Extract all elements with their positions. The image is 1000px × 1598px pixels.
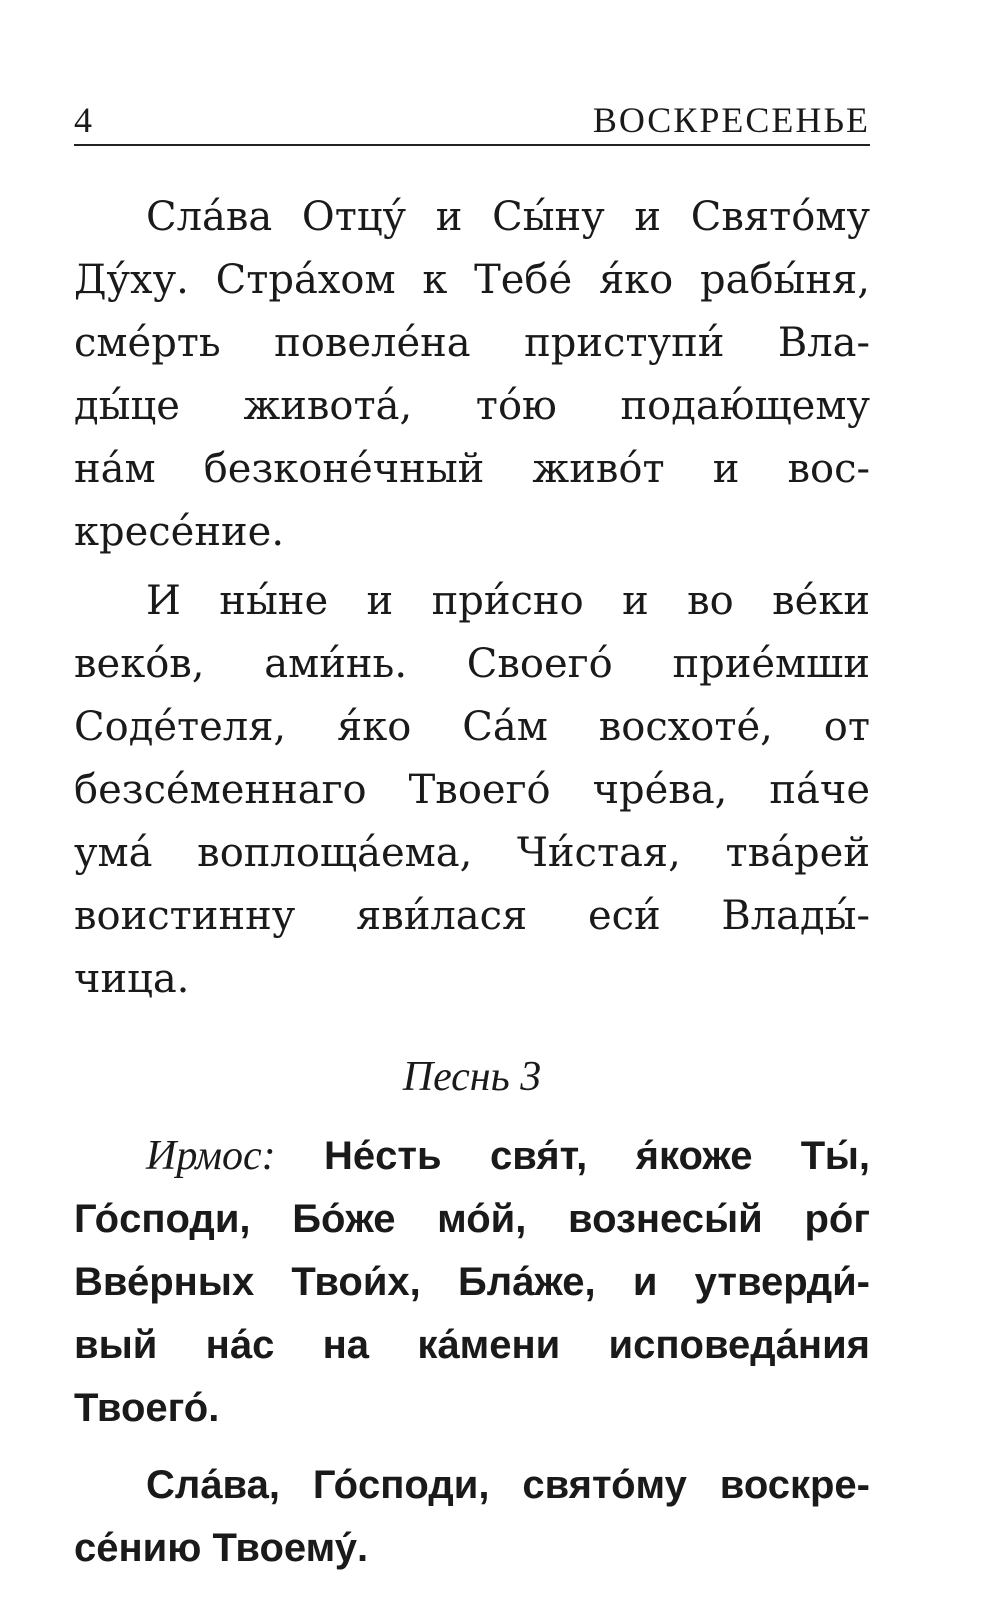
text-line: безсе́меннаго Твоего́ чре́ва, па́че (74, 767, 870, 813)
text-line: чица. (74, 956, 190, 1002)
text-line: сме́рть повеле́на приступи́ Вла- (74, 320, 870, 366)
text-line: Твоего́. (74, 1386, 220, 1430)
irmos-label: Ирмос: (146, 1133, 276, 1179)
running-head: ВОСКРЕСЕНЬЕ (592, 100, 870, 140)
text-line: ума́ воплоща́ема, Чи́стая, тва́рей (74, 830, 870, 876)
body-text (74, 186, 870, 1580)
irmos-first-line: Не́сть свя́т, я́коже Ты́, (324, 1134, 870, 1178)
text-line: И ны́не и при́сно и во ве́ки (146, 578, 870, 624)
text-line: се́нию Твоему́. (74, 1526, 369, 1570)
text-line: ды́це живота́, то́ю подаю́щему (74, 383, 870, 429)
paragraph-irmos (74, 1125, 870, 1440)
text-line: Ду́ху. Стра́хом к Тебе́ я́ко рабы́ня, (74, 257, 870, 303)
text-line: на́м безконе́чный живо́т и вос- (74, 446, 870, 492)
text-line: Сла́ва Отцу́ и Сы́ну и Свято́му (146, 194, 870, 240)
paragraph-nyne (74, 570, 870, 1011)
text-line: Сла́ва, Го́споди, свято́му воскре- (146, 1463, 870, 1507)
text-line: воистинну яви́лася еси́ Влады́- (74, 893, 870, 939)
text-line: вый на́с на ка́мени исповеда́ния (74, 1323, 870, 1367)
text-line: кресе́ние. (74, 509, 285, 555)
text-line: Соде́теля, я́ко Са́м восхоте́, от (74, 704, 870, 750)
text-line: Го́споди, Бо́же мо́й, вознесы́й ро́г (74, 1197, 870, 1241)
paragraph-gloria (74, 186, 870, 564)
section-heading: Песнь 3 (402, 1054, 542, 1100)
text-line: веко́в, ами́нь. Своего́ прие́мши (74, 641, 870, 687)
page-number: 4 (74, 100, 92, 140)
paragraph-refrain (74, 1454, 870, 1580)
book-page (74, 88, 870, 1580)
page-header (74, 88, 870, 146)
text-line: Вве́рных Твои́х, Бла́же, и утверди́- (74, 1260, 870, 1304)
text-line (74, 1125, 870, 1188)
